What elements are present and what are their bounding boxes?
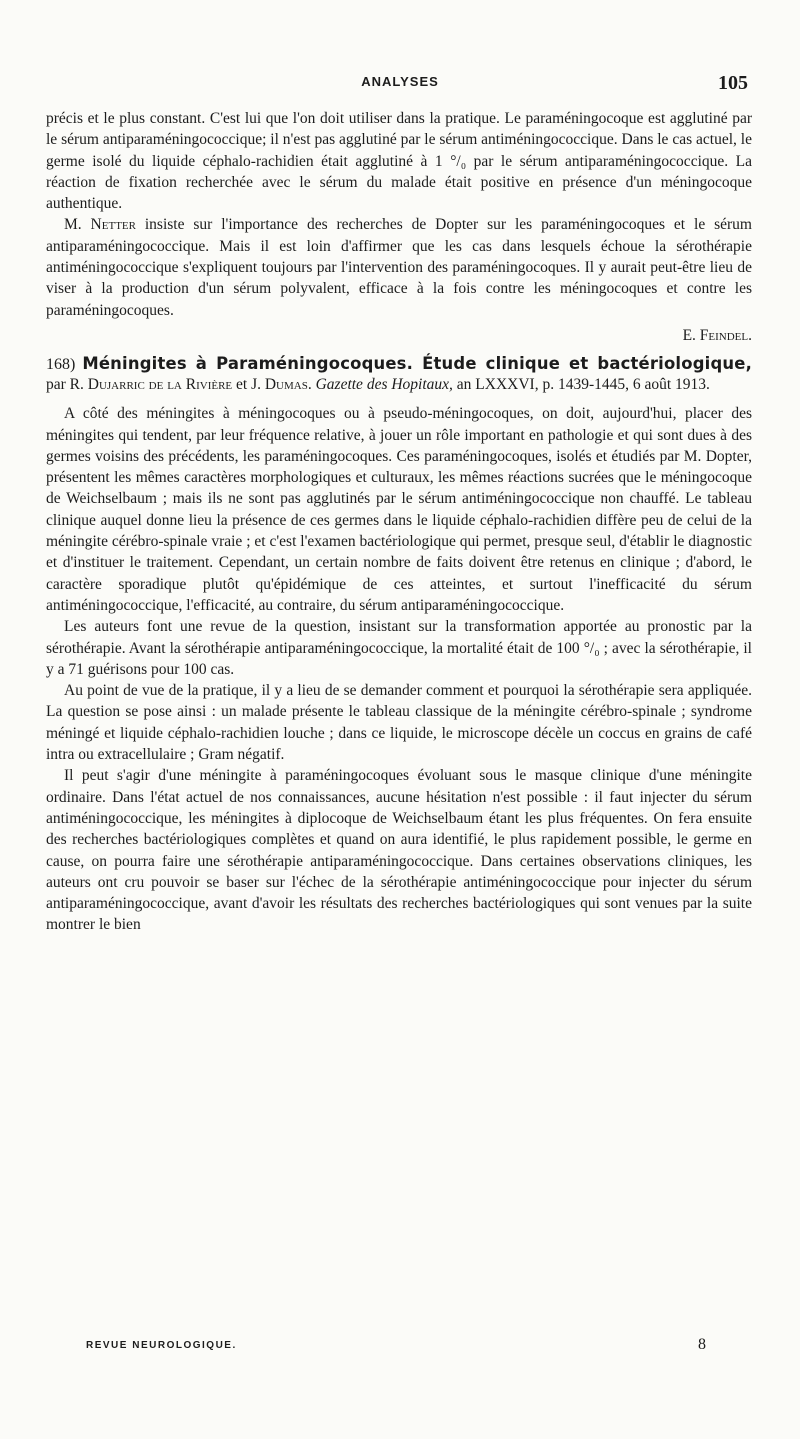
page-footer: [86, 1336, 706, 1358]
netter-paragraph: [46, 214, 752, 320]
article-heading: [46, 354, 752, 395]
running-header: [0, 72, 800, 96]
article-paragraph: Les auteurs font une revue de la question, insistant sur la transformation apportée au pronostic par la sérothérapie. Avant la sérothérapie antiparaméningococcique, la mortalité était de 100 °/₀ ; avec la sérothérapie, il y a 71 guérisons pour 100 cas.: [46, 618, 752, 678]
by-word: par: [46, 376, 70, 394]
article-paragraph: Il peut s'agir d'une méningite à paraméningocoques évoluant sous le masque clinique d'une méningite ordinaire. Dans l'état actuel de nos connaissances, aucune hésitation n'est possible : il faut injecter du sérum antiméningococcique, les méningites à diplocoque de Weichselbaum étant les plus fréquentes. On fera ensuite des recherches bactériologiques complètes et quand on aura identifié, le plus rapidement possible, le germe en cause, on pourra faire une sérothérapie antiparaméningococcique. Dans certaines observations cliniques, les auteurs ont cru pouvoir se baser sur l'échec de la sérothérapie antiméningococcique pour injecter du sérum antiparaméningococcique, avant d'avoir les résultats des recherches bactériologiques qui sont venues par la suite montrer le bien: [46, 767, 752, 934]
footer-journal: REVUE NEUROLOGIQUE.: [86, 1340, 237, 1351]
and-word: et: [232, 376, 252, 394]
article-paragraph: Au point de vue de la pratique, il y a lieu de se demander comment et pourquoi la sérothérapie sera appliquée. La question se pose ainsi : un malade présente le tableau classique de la méningite cérébro-spinale ; syndrome méningé et liquide céphalo-rachidien louche ; dans ce liquide, le microscope décèle un coccus en grains de café intra ou extracellulaire ; Gram négatif.: [46, 682, 752, 764]
continued-paragraph: précis et le plus constant. C'est lui que l'on doit utiliser dans la pratique. Le paraméningocoque est agglutiné par le sérum antiparaméningococcique; il n'est pas agglutiné par le sérum antiméningococcique. Dans le cas actuel, le germe isolé du liquide céphalo-rachidien était agglutiné à 1 °/₀ par le sérum antiparaméningococcique. La réaction de fixation recherchée avec le sérum du malade était positive en présence d'un méningocoque authentique.: [46, 110, 752, 213]
paragraph-text: insiste sur l'importance des recherches de Dopter sur les paraméningocoques et le sérum antiparaméningococcique. Mais il est loin d'affirmer que les cas dans lesquels échoue la sérothérapie antiméningococcique s'expliquent toujours par l'intervention des paraméningocoques. Il y aurait peut-être lieu de viser à la production d'un sérum polyvalent, efficace à la fois contre les méningocoques et contre les paraméningocoques.: [46, 216, 752, 319]
journal-name: Gazette des Hopitaux,: [315, 376, 453, 394]
article-number: 168): [46, 356, 76, 374]
author-name: M. Netter: [64, 216, 136, 234]
article-author-1: R. Dujarric de la Rivière: [69, 376, 233, 394]
page-body: [46, 108, 752, 936]
article-title: Méningites à Paraméningocoques. Étude clinique et bactériologique,: [82, 354, 753, 374]
article-paragraph: A côté des méningites à méningocoques ou à pseudo-méningocoques, on doit, aujourd'hui, placer des méningites qui tendent, par leur fréquence relative, à jouer un rôle important en pathologie et qui sont dues à des germes voisins des précédents, les paraméningocoques. Ces paraméningocoques, isolés et étudiés par M. Dopter, présentent les mêmes caractères morphologiques et culturaux, les mêmes réactions sucrées que le méningocoque de Weichselbaum ; mais ils ne sont pas agglutinés par le sérum antiméningococcique non chauffé. Le tableau clinique auquel donne lieu la présence de ces germes dans le liquide céphalo-rachidien diffère peu de celui de la méningite cérébro-spinale vraie ; et c'est l'examen bactériologique qui permet, presque seul, d'établir le diagnostic et d'instituer le traitement. Cependant, un certain nombre de faits doivent être retenus en clinique ; d'abord, le caractère sporadique plutôt qu'épidémique de ces atteintes, et surtout l'inefficacité du sérum antiméningococcique, l'efficacité, au contraire, du sérum antiparaméningococcique.: [46, 405, 752, 614]
page-number: 105: [718, 72, 748, 94]
section-title: ANALYSES: [361, 74, 439, 89]
sheet-number: 8: [698, 1336, 706, 1353]
reviewer-signature: E. Feindel.: [682, 326, 752, 344]
article-author-2: J. Dumas.: [251, 376, 312, 394]
citation: an LXXXVI, p. 1439-1445, 6 août 1913.: [452, 376, 710, 394]
